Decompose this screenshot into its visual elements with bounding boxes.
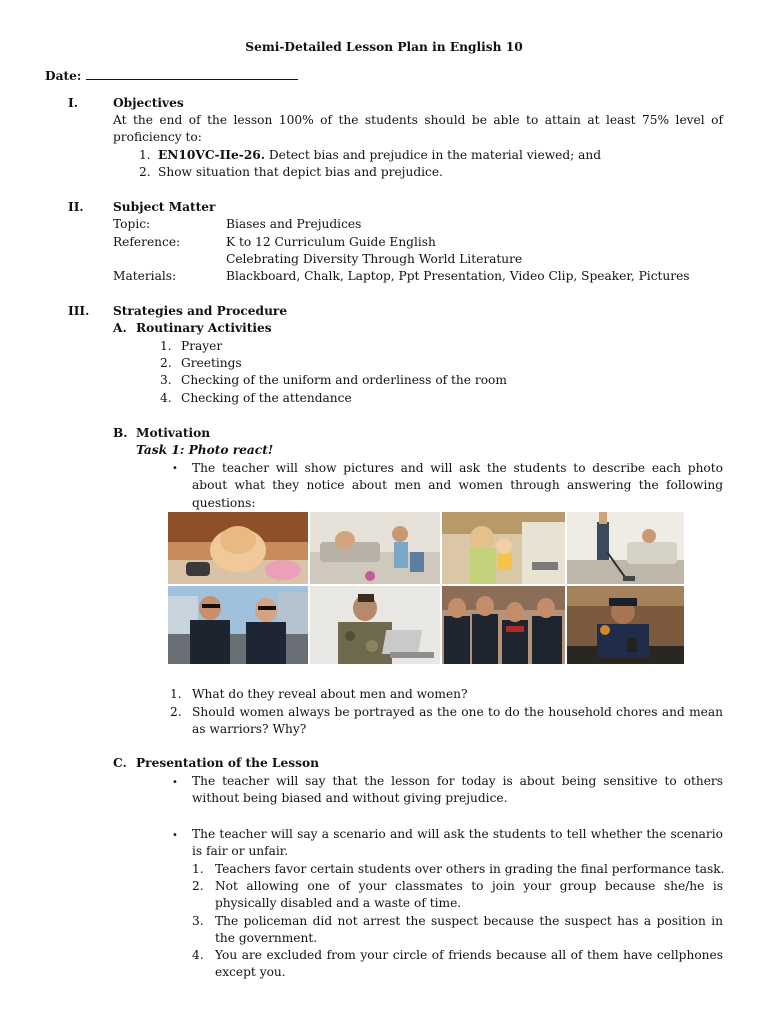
- routine-item-3-number: 3.: [160, 373, 172, 387]
- section-3-heading: Strategies and Procedure: [113, 304, 288, 318]
- topic-label: Topic:: [113, 217, 151, 231]
- date-blank-line: [86, 67, 298, 80]
- competency-code: EN10VC-IIe-26.: [158, 148, 266, 162]
- topic-value: Biases and Prejudices: [226, 217, 362, 231]
- routine-item-1: Prayer: [181, 339, 223, 353]
- objective-item-2-number: 2.: [139, 165, 151, 179]
- scenario-1-number: 1.: [192, 862, 204, 876]
- photo-woman-cleaning-man-resting: [310, 512, 440, 584]
- question-1-number: 1.: [170, 687, 182, 701]
- section-2-number: II.: [68, 200, 84, 214]
- scenario-4-number: 4.: [192, 948, 204, 962]
- photo-soldier-laptop: [310, 586, 440, 664]
- subsection-a-label: A.: [113, 321, 127, 335]
- objective-item-1-text: Detect bias and prejudice in the material viewed; and: [265, 148, 602, 162]
- routine-item-3: Checking of the uniform and orderliness of the room: [181, 373, 507, 387]
- reference-label: Reference:: [113, 235, 181, 249]
- reference-value-2: Celebrating Diversity Through World Literature: [226, 252, 523, 266]
- subsection-c-heading: Presentation of the Lesson: [136, 756, 319, 770]
- presentation-bullet-2: The teacher will say a scenario and will ask the students to tell whether the scenario is fair or unfair.: [192, 827, 723, 859]
- subsection-b-heading: Motivation: [136, 426, 211, 440]
- routine-item-4: Checking of the attendance: [181, 391, 352, 405]
- routine-item-4-number: 4.: [160, 391, 172, 405]
- objectives-intro: At the end of the lesson 100% of the students should be able to attain at least 75% level of proficiency to:: [113, 113, 723, 145]
- date-label-text: Date:: [45, 69, 82, 83]
- objective-item-1-number: 1.: [139, 148, 151, 162]
- photo-woman-ironing: [168, 512, 308, 584]
- photo-officer-phone: [567, 586, 684, 664]
- scenario-4: You are excluded from your circle of friends because all of them have cellphones except you.: [215, 948, 723, 980]
- routine-item-2-number: 2.: [160, 356, 172, 370]
- reference-value-1: K to 12 Curriculum Guide English: [226, 235, 436, 249]
- motivation-bullet-text: The teacher will show pictures and will ask the students to describe each photo about what they notice about men and women through answering the following questions:: [192, 461, 723, 510]
- bullet-glyph: •: [172, 463, 178, 474]
- section-1-number: I.: [68, 96, 78, 110]
- presentation-bullet-1: The teacher will say that the lesson for today is about being sensitive to others without being biased and without giving prejudice.: [192, 774, 723, 806]
- section-1-heading: Objectives: [113, 96, 184, 110]
- materials-value: Blackboard, Chalk, Laptop, Ppt Presentation, Video Clip, Speaker, Pictures: [226, 269, 690, 283]
- bullet-glyph: •: [172, 830, 178, 841]
- section-3-number: III.: [68, 304, 90, 318]
- question-1: What do they reveal about men and women?: [192, 687, 468, 701]
- bullet-glyph: •: [172, 777, 178, 788]
- subsection-b-label: B.: [113, 426, 128, 440]
- materials-label: Materials:: [113, 269, 177, 283]
- objective-item-2: Show situation that depict bias and prejudice.: [158, 165, 443, 179]
- photo-police-officers: [168, 586, 308, 664]
- section-2-heading: Subject Matter: [113, 200, 216, 214]
- document-title: Semi-Detailed Lesson Plan in English 10: [245, 40, 523, 54]
- subsection-c-label: C.: [113, 756, 127, 770]
- objective-item-1: [158, 147, 601, 164]
- question-2: Should women always be portrayed as the one to do the household chores and mean as warriors? Why?: [192, 705, 723, 737]
- subsection-a-heading: Routinary Activities: [136, 321, 272, 335]
- scenario-1: Teachers favor certain students over others in grading the final performance task.: [215, 862, 725, 876]
- task-title: Task 1: Photo react!: [136, 443, 274, 457]
- photo-group-officers: [442, 586, 565, 664]
- photo-woman-kitchen-with-child: [442, 512, 565, 584]
- photo-vacuuming: [567, 512, 684, 584]
- routine-item-2: Greetings: [181, 356, 242, 370]
- question-2-number: 2.: [170, 705, 182, 719]
- scenario-2: Not allowing one of your classmates to join your group because she/he is physically disabled and a waste of time.: [215, 879, 723, 911]
- scenario-3: The policeman did not arrest the suspect because the suspect has a position in the government.: [215, 914, 723, 946]
- date-label: [45, 67, 298, 85]
- scenario-2-number: 2.: [192, 879, 204, 893]
- scenario-3-number: 3.: [192, 914, 204, 928]
- routine-item-1-number: 1.: [160, 339, 172, 353]
